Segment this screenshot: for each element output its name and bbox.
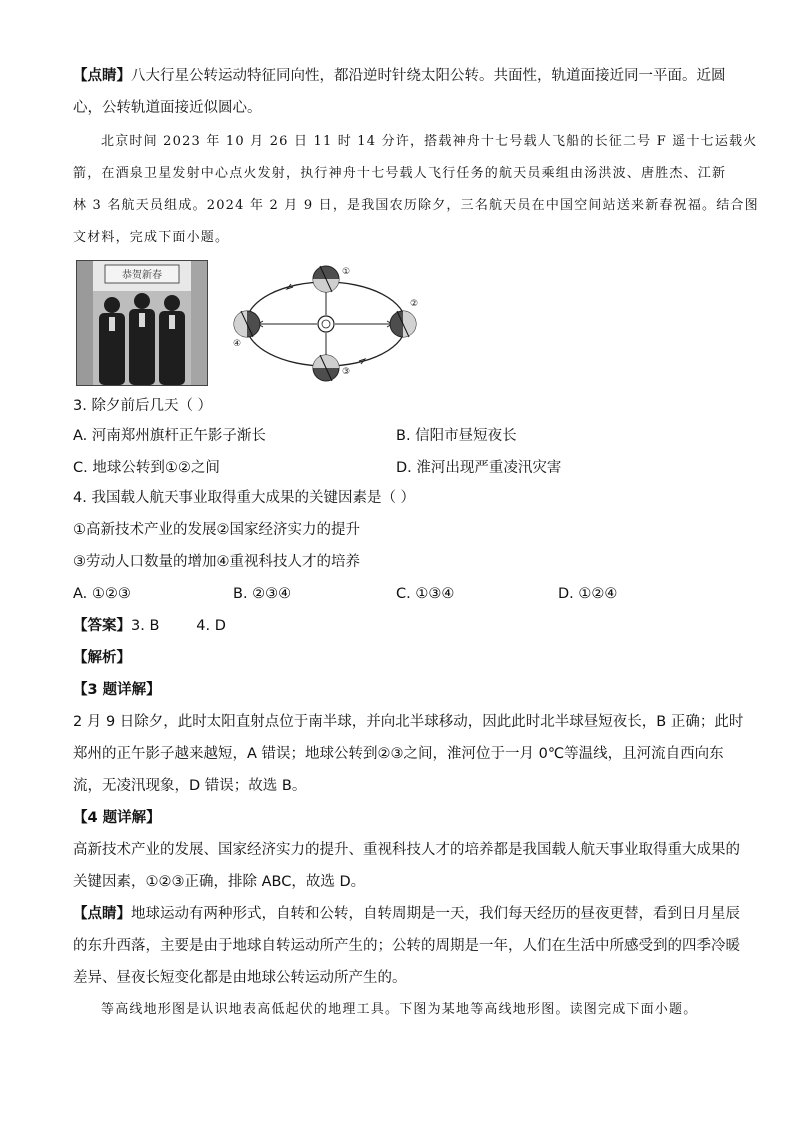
next-question-intro: 等高线地形图是认识地表高低起伏的地理工具。下图为某地等高线地形图。读图完成下面小题。: [101, 1002, 698, 1017]
material-line-1: 北京时间 2023 年 10 月 26 日 11 时 14 分许，搭载神舟十七号载人飞船的长征二号 F 遥十七运载火: [101, 134, 758, 149]
question-4-statement-1: ①高新技术产业的发展②国家经济实力的提升: [73, 522, 360, 538]
analysis-label: 【解析】: [73, 650, 131, 666]
question-4-option-b[interactable]: B. ②③④: [233, 586, 292, 602]
question-3-option-d[interactable]: D. 淮河出现严重凌汛灾害: [396, 460, 562, 476]
earth-icon-top: [313, 266, 339, 292]
q3-detail-label: 【3 题详解】: [73, 682, 161, 698]
q3-detail-line-3: 流，无凌汛现象，D 错误；故选 B。: [73, 778, 307, 794]
q3-detail-line-2: 郑州的正午影子越来越短，A 错误；地球公转到②③之间，淮河位于一月 0℃等温线，且河流自西向东: [73, 746, 724, 762]
question-3-option-c[interactable]: C. 地球公转到①②之间: [73, 460, 220, 476]
q4-detail-label: 【4 题详解】: [73, 810, 161, 826]
question-4: [73, 488, 723, 604]
q4-detail-line-1: 高新技术产业的发展、国家经济实力的提升、重视科技人才的培养都是我国载人航天事业取得重大成果的: [73, 842, 740, 858]
orbit-label-2: ②: [410, 299, 419, 309]
q3-detail: [73, 680, 744, 796]
question-4-stem: 4. 我国载人航天事业取得重大成果的关键因素是（ ）: [73, 490, 416, 506]
material-line-3: 林 3 名航天员组成。2024 年 2 月 9 日，是我国农历除夕，三名航天员在中国空间站送来新春祝福。结合图: [73, 198, 759, 213]
earth-icon-bottom: [313, 355, 339, 381]
material-line-4: 文材料，完成下面小题。: [73, 230, 230, 245]
dianjing-2-text-2: 的东升西落，主要是由于地球自转运动所产生的；公转的周期是一年，人们在生活中所感受到的四季冷暖: [73, 938, 740, 954]
dianjing-2-text-1: 地球运动有两种形式，自转和公转，自转周期是一天，我们每天经历的昼夜更替，看到日月星辰: [131, 906, 740, 922]
material-paragraph: [73, 132, 759, 248]
dianjing-block-2: [73, 904, 740, 988]
dianjing-label: 【点睛】: [73, 68, 131, 84]
orbit-label-4: ④: [233, 339, 242, 349]
answer-text: 3. B 4. D: [131, 618, 226, 634]
question-4-option-c[interactable]: C. ①③④: [396, 586, 455, 602]
figure-row: [73, 260, 723, 388]
dianjing-block-1: [73, 66, 726, 118]
question-3-stem: 3. 除夕前后几天（ ）: [73, 398, 213, 414]
astronauts-photo-image: [77, 261, 207, 385]
question-4-statement-2: ③劳动人口数量的增加④重视科技人才的培养: [73, 554, 360, 570]
dianjing-2-text-3: 差异、昼夜长短变化都是由地球公转运动所产生的。: [73, 970, 407, 986]
photo-banner-text: 恭贺新春: [122, 270, 162, 281]
dianjing-text-1: 八大行星公转运动特征同向性，都沿逆时针绕太阳公转。共面性，轨道面接近同一平面。近圆: [131, 68, 726, 84]
dianjing-text-2: 心，公转轨道面接近似圆心。: [73, 100, 262, 116]
sun-icon: [318, 316, 334, 332]
question-3-option-b[interactable]: B. 信阳市昼短夜长: [396, 428, 517, 444]
question-4-option-d[interactable]: D. ①②④: [558, 586, 618, 602]
astronauts-photo: [76, 260, 208, 386]
q4-detail: [73, 808, 740, 892]
q4-detail-line-2: 关键因素，①②③正确，排除 ABC，故选 D。: [73, 874, 366, 890]
orbit-label-1: ①: [342, 267, 351, 277]
answer-label: 【答案】: [73, 618, 131, 634]
orbit-label-3: ③: [342, 367, 351, 377]
q3-detail-line-1: 2 月 9 日除夕，此时太阳直射点位于南半球，并向北半球移动，因此此时北半球昼短夜长，B 正确；此时: [73, 714, 744, 730]
earth-orbit-diagram: [231, 260, 421, 388]
earth-icon-left: [234, 311, 260, 337]
question-4-option-a[interactable]: A. ①②③: [73, 586, 131, 602]
dianjing-2-label: 【点睛】: [73, 906, 131, 922]
question-3-option-a[interactable]: A. 河南郑州旗杆正午影子渐长: [73, 428, 266, 444]
question-3: [73, 396, 723, 478]
material-line-2: 箭，在酒泉卫星发射中心点火发射，执行神舟十七号载人飞行任务的航天员乘组由汤洪波、唐胜杰、江新: [73, 166, 727, 181]
document-page: [73, 62, 759, 1020]
answer-line: [73, 616, 723, 636]
earth-icon-right: [390, 311, 416, 337]
